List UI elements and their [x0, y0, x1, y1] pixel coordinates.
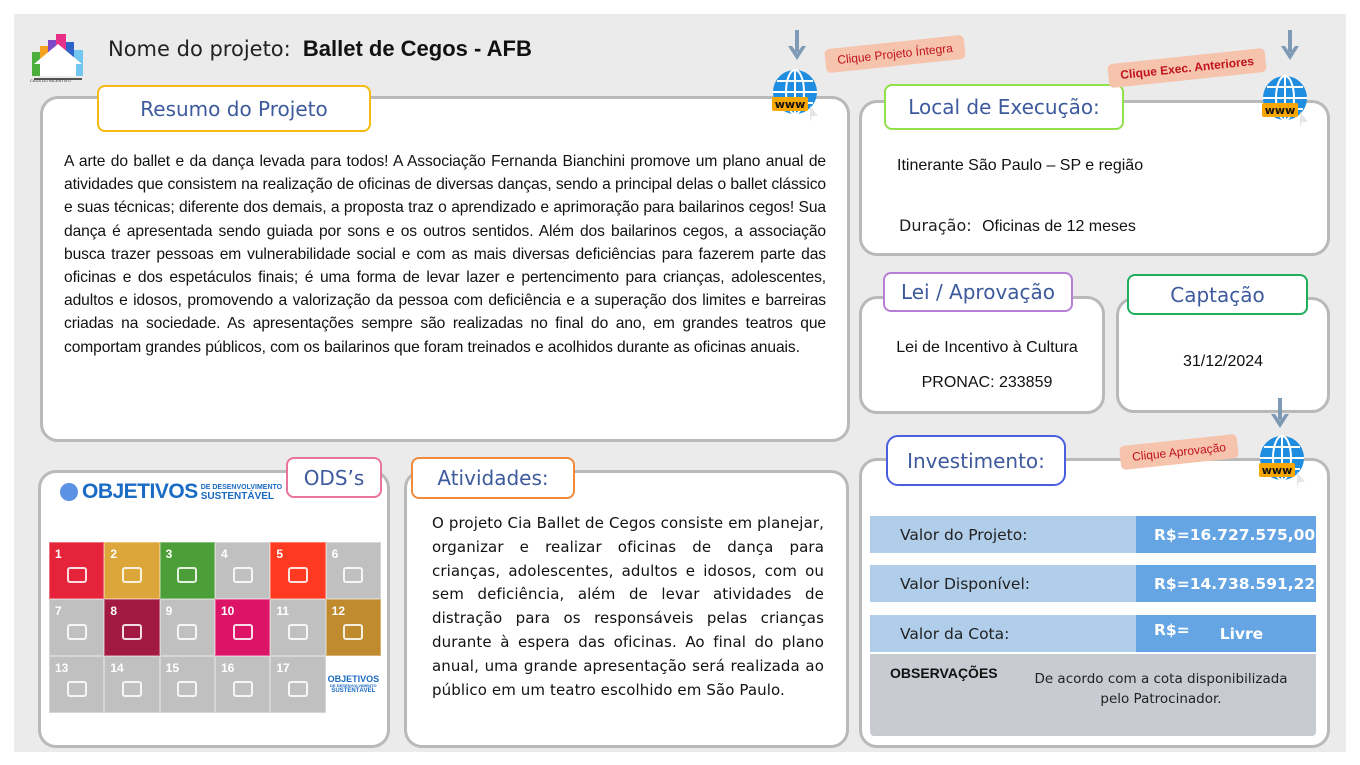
ods-goal-tile [160, 542, 215, 599]
page-title [108, 36, 532, 62]
ods-goal-tile [160, 656, 215, 713]
title-label: Nome do projeto: [108, 37, 291, 61]
ods-goal-tile [326, 599, 381, 656]
www-label: www [774, 98, 806, 111]
ods-goal-tile [160, 599, 215, 656]
ods-goal-number: 8 [110, 604, 118, 618]
ods-goal-tile [270, 656, 325, 713]
ods-goal-tile [49, 599, 104, 656]
ods-goal-tile [49, 542, 104, 599]
ods-goal-number: 1 [55, 547, 62, 561]
ods-goal-tile [215, 656, 270, 713]
ods-goal-tile [49, 656, 104, 713]
projeto-integra-label: Clique Projeto Íntegra [836, 40, 954, 68]
project-name: Ballet de Cegos - AFB [302, 36, 532, 61]
un-emblem-icon [60, 483, 78, 501]
local-title [884, 84, 1124, 130]
ods-goal-icon [288, 624, 308, 640]
ods-corner-main: OBJETIVOS [327, 674, 380, 684]
ods-goal-number: 11 [276, 604, 290, 618]
ods-goal-tile [104, 656, 159, 713]
exec-anteriores-label: Clique Exec. Anteriores [1119, 54, 1255, 82]
ods-goals-grid [49, 542, 381, 713]
ods-goal-icon [122, 624, 142, 640]
ods-goal-tile [270, 542, 325, 599]
ods-goal-number: 4 [221, 547, 228, 561]
arrow-down-icon [1280, 30, 1300, 67]
ods-goal-icon [343, 624, 363, 640]
ods-goal-number: 6 [331, 547, 339, 561]
aprovacao-label: Clique Aprovação [1131, 440, 1227, 464]
ods-goal-number: 2 [110, 547, 118, 561]
ods-corner-sub2: SUSTENTÁVEL [331, 688, 376, 694]
ods-goal-icon [177, 624, 197, 640]
ods-goal-tile [104, 542, 159, 599]
ods-goal-number: 10 [221, 604, 235, 618]
ods-goal-icon [233, 681, 253, 697]
resumo-text: A arte do ballet e da dança levada para todos! A Associação Fernanda Bianchini promove um plano anual de atividades que consistem na realização de oficinas de diversas danças, sendo a principal delas o ballet clássico e suas técnicas; diferente dos demais, a proposta traz o aprendizado e aprimoração para bailarinos cegos! Sua dança é apresentada sendo guiada por sons e os outros sentidos. Além dos bailarinos cegos, a associação busca trazer pessoas em vulnerabilidade social e com as mais diversas deficiências para fazerem parte das oficinas e dos espetáculos finais; é uma forma de levar lazer e pertencimento para crianças, adolescentes, adultos e idosos, promovendo a valorização da pessoa com deficiência e a superação dos limites e barreiras criadas na sociedade. As apresentações sempre são realizadas no final do ano, em grandes teatros que comportam grandes públicos, com os bailarinos que foram treinados e acolhidos durante as oficinas anuais. [64, 153, 826, 356]
investimento-title [886, 435, 1066, 486]
ods-corner-logo [326, 656, 381, 713]
ods-goal-icon [67, 624, 87, 640]
casa-do-incentivo-logo [30, 30, 86, 88]
ods-goal-number: 5 [276, 547, 284, 561]
ods-goal-number: 15 [165, 661, 180, 675]
ods-title-text: ODS’s [303, 465, 365, 490]
ods-goal-number: 13 [55, 661, 69, 675]
logo-text: CASA DO INCENTIVO [30, 78, 71, 83]
lei-title-text: Lei / Aprovação [900, 280, 1056, 304]
investimento-title-text: Investimento: [907, 448, 1045, 473]
lei-title [883, 272, 1073, 312]
local-location: Itinerante São Paulo – SP e região [897, 157, 1144, 174]
ods-goal-icon [233, 624, 253, 640]
ods-goal-icon [67, 567, 87, 583]
www-label: www [1261, 464, 1293, 477]
row-label: Valor do Projeto: [870, 516, 1136, 553]
captacao-date: 31/12/2024 [1182, 353, 1264, 370]
cota-value: Livre [1219, 625, 1264, 643]
lei-law: Lei de Incentivo à Cultura [896, 339, 1078, 356]
ods-goal-icon [177, 567, 197, 583]
ods-banner-main: OBJETIVOS [82, 480, 198, 503]
observacoes-label: OBSERVAÇÕES [890, 665, 998, 681]
ods-goal-icon [177, 681, 197, 697]
local-title-text: Local de Execução: [908, 95, 1100, 119]
atividades-title [411, 457, 575, 499]
observacoes-box [870, 654, 1316, 736]
investimento-row-valor-disponivel [870, 565, 1316, 602]
ods-goal-number: 17 [276, 661, 290, 675]
ods-goal-icon [67, 681, 87, 697]
globe-www-icon[interactable] [1257, 434, 1303, 496]
resumo-title [97, 85, 371, 132]
ods-goal-tile [104, 599, 159, 656]
atividades-title-text: Atividades: [437, 466, 549, 490]
investimento-row-valor-projeto [870, 516, 1316, 553]
row-value: R$=16.727.575,00 [1136, 516, 1316, 553]
ods-corner-sub1: DE DESENVOLVIMENTO [330, 683, 377, 688]
ods-goal-tile [270, 599, 325, 656]
www-label: www [1264, 104, 1296, 117]
ods-goal-icon [343, 567, 363, 583]
row-label: Valor Disponível: [870, 565, 1136, 602]
ods-goal-number: 16 [221, 661, 235, 675]
row-value: R$=14.738.591,22 [1136, 565, 1316, 602]
ods-goal-number: 12 [331, 604, 346, 618]
local-duration [899, 216, 1136, 236]
ods-goal-tile [326, 542, 381, 599]
arrow-down-icon [787, 30, 807, 67]
resumo-title-text: Resumo do Projeto [140, 96, 328, 121]
duration-label: Duração: [899, 216, 972, 235]
ods-goal-icon [288, 681, 308, 697]
ods-goal-number: 3 [165, 547, 173, 561]
ods-banner [60, 480, 282, 504]
ods-goal-number: 7 [55, 604, 62, 618]
globe-www-icon[interactable] [770, 68, 816, 130]
ods-goal-icon [122, 681, 142, 697]
ods-goal-icon [122, 567, 142, 583]
globe-www-icon[interactable] [1260, 74, 1306, 136]
cota-value-cell [1136, 615, 1316, 652]
ods-goal-icon [233, 567, 253, 583]
ods-goal-number: 14 [110, 661, 124, 675]
lei-pronac: PRONAC: 233859 [921, 374, 1053, 391]
duration-value: Oficinas de 12 meses [982, 218, 1136, 235]
ods-goal-tile [215, 599, 270, 656]
captacao-title [1127, 274, 1308, 315]
observacoes-text: De acordo com a cota disponibilizada pelo Patrocinador. [1034, 671, 1288, 707]
investimento-row-valor-cota [870, 615, 1316, 652]
ods-title [286, 457, 382, 498]
ods-banner-sub [201, 483, 282, 501]
ods-goal-number: 9 [165, 604, 173, 618]
ods-goal-icon [288, 567, 308, 583]
ods-goal-tile [215, 542, 270, 599]
ods-banner-sub2: SUSTENTÁVEL [200, 491, 275, 502]
captacao-title-text: Captação [1170, 282, 1265, 307]
arrow-down-icon [1270, 398, 1290, 435]
row-label: Valor da Cota: [870, 615, 1136, 652]
ods-banner-sub1: DE DESENVOLVIMENTO [200, 484, 283, 491]
atividades-text: O projeto Cia Ballet de Cegos consiste em planejar, organizar e realizar oficinas de dança para crianças, adolescentes, adultos e idosos, com ou sem deficiência, além de levar atividades de distração para os responsáveis pelas crianças durante à espera das oficinas. Ao final do plano anual, uma grande apresentação será realizada ao público em um teatro escolhido em São Paulo. [432, 514, 824, 699]
cota-prefix: R$= [1154, 621, 1190, 639]
